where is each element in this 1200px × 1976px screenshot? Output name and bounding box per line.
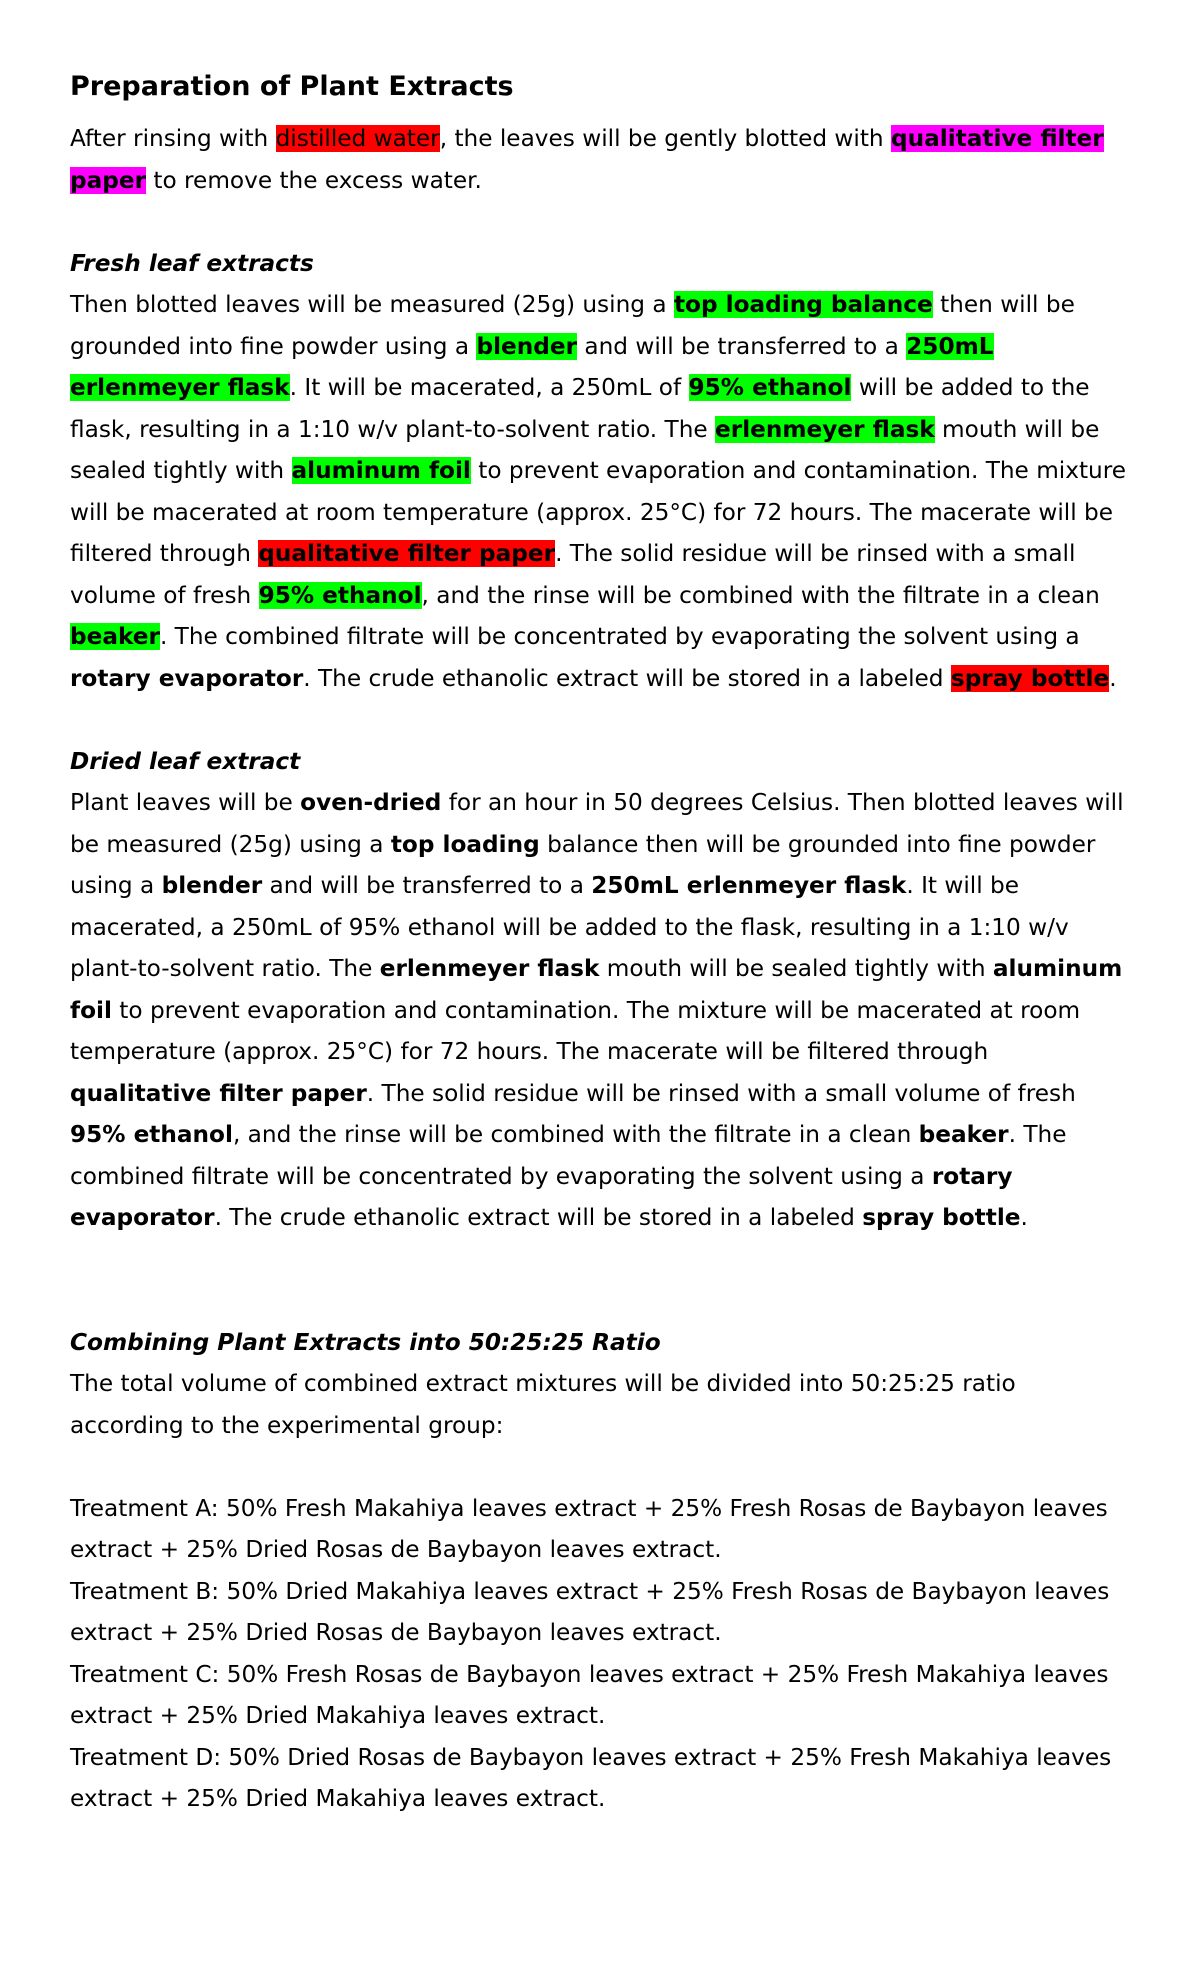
treatment-c: Treatment C: 50% Fresh Rosas de Baybayon leaves extract + 25% Fresh Makahiya leaves extract + 25% Dried Makahiya leaves extract. [70, 1660, 1109, 1729]
spacer [70, 699, 1130, 741]
spacer [70, 201, 1130, 243]
page-title: Preparation of Plant Extracts [70, 71, 514, 102]
bold-rotary-evaporator: rotary evaporator [70, 664, 304, 692]
dried-text: . The combined filtrate will be concentrated by evaporating the solvent using a [70, 1121, 1067, 1190]
dried-text: Plant leaves will be [70, 789, 301, 816]
intro-text: , the leaves will be gently blotted with [439, 125, 891, 152]
bold-blender: blender [161, 872, 263, 899]
highlight-95-ethanol: 95% ethanol [688, 374, 852, 401]
bold-spray-bottle: spray bottle [862, 1204, 1021, 1231]
highlight-top-loading-balance: top loading balance [673, 291, 933, 318]
bold-rotary-evaporator: rotary evaporator [70, 1162, 1013, 1231]
fresh-text: Then blotted leaves will be measured (25g) using a [70, 291, 674, 318]
dried-text: . The crude ethanolic extract will be stored in a labeled [214, 1204, 863, 1231]
bold-aluminum-foil: aluminum foil [70, 955, 1123, 1024]
combining-intro: The total volume of combined extract mixtures will be divided into 50:25:25 ratio according to the experimental group: [70, 1370, 1016, 1439]
fresh-text: will be added to the flask, resulting in a 1:10 w/v plant-to-solvent ratio. The [70, 374, 1090, 443]
highlight-erlenmeyer-flask: erlenmeyer flask [715, 415, 935, 443]
highlight-aluminum-foil: aluminum foil [291, 457, 471, 484]
fresh-text: . The crude ethanolic extract will be stored in a labeled [303, 664, 951, 692]
fresh-heading: Fresh leaf extracts [70, 249, 314, 277]
dried-text: and will be transferred to a [262, 872, 592, 899]
fresh-text: mouth will be sealed tightly with [70, 415, 1100, 484]
dried-paragraph [70, 782, 1130, 1239]
dried-text: . [1020, 1204, 1028, 1231]
dried-heading: Dried leaf extract [70, 747, 301, 775]
bold-250ml-erlenmeyer-flask: 250mL erlenmeyer flask [591, 872, 907, 899]
bold-qualitative-filter-paper: qualitative filter paper [70, 1079, 367, 1107]
dried-text: for an hour in 50 degrees Celsius. Then blotted leaves will be measured (25g) using a [70, 789, 1124, 858]
dried-text: , and the rinse will be combined with the filtrate in a clean [232, 1121, 919, 1148]
fresh-text: . [1109, 664, 1117, 692]
intro-text: After rinsing with [70, 125, 276, 152]
highlight-qualitative-filter-paper: qualitative filter paper [70, 125, 1104, 194]
fresh-text: . The solid residue will be rinsed with a small volume of fresh [70, 540, 1076, 609]
highlight-95-ethanol: 95% ethanol [258, 581, 422, 609]
intro-paragraph [70, 118, 1130, 201]
fresh-text: to prevent evaporation and contamination. The mixture will be macerated at room temperature (approx. 25°C) for 72 hours. The macerate will be filtered through [70, 457, 1127, 567]
highlight-qualitative-filter-paper: qualitative filter paper [258, 540, 556, 567]
bold-top-loading: top loading [390, 830, 540, 858]
highlight-distilled-water: distilled water [275, 125, 440, 152]
bold-erlenmeyer-flask: erlenmeyer flask [379, 955, 600, 982]
bold-beaker: beaker [918, 1121, 1009, 1148]
bold-95-ethanol: 95% ethanol [70, 1121, 233, 1148]
dried-text: to prevent evaporation and contamination. The mixture will be macerated at room temperature (approx. 25°C) for 72 hours. The macerate will be filtered through [70, 996, 1081, 1065]
dried-text: . It will be macerated, a 250mL of 95% ethanol will be added to the flask, resulting in a 1:10 w/v plant-to-solvent ratio. The [70, 872, 1069, 982]
bold-oven-dried: oven-dried [300, 789, 442, 816]
fresh-text: . It will be macerated, a 250mL of [289, 374, 689, 401]
dried-text: mouth will be sealed tightly with [599, 955, 993, 982]
fresh-text: and will be transferred to a [577, 332, 907, 360]
fresh-text: then will be grounded into fine powder using a [70, 291, 1075, 360]
fresh-text: , and the rinse will be combined with the filtrate in a clean [421, 581, 1100, 609]
spacer [70, 1446, 1130, 1488]
dried-text: balance then will be grounded into fine powder using a [70, 830, 1096, 899]
fresh-text: . The combined filtrate will be concentrated by evaporating the solvent using a [159, 623, 1080, 650]
highlight-blender: blender [476, 332, 578, 360]
highlight-250ml-erlenmeyer-flask: 250mL erlenmeyer flask [70, 332, 994, 401]
intro-text: to remove the excess water. [146, 166, 482, 194]
treatment-b: Treatment B: 50% Dried Makahiya leaves extract + 25% Fresh Rosas de Baybayon leaves extract + 25% Dried Rosas de Baybayon leaves extract. [70, 1577, 1110, 1646]
treatment-a: Treatment A: 50% Fresh Makahiya leaves extract + 25% Fresh Rosas de Baybayon leaves extract + 25% Dried Rosas de Baybayon leaves extract. [70, 1494, 1108, 1563]
treatment-d: Treatment D: 50% Dried Rosas de Baybayon leaves extract + 25% Fresh Makahiya leaves extract + 25% Dried Makahiya leaves extract. [70, 1743, 1112, 1812]
dried-text: . The solid residue will be rinsed with a small volume of fresh [366, 1079, 1076, 1107]
combining-heading: Combining Plant Extracts into 50:25:25 Ratio [70, 1328, 661, 1356]
spacer [70, 1239, 1130, 1322]
highlight-spray-bottle: spray bottle [950, 664, 1110, 692]
fresh-paragraph [70, 284, 1130, 699]
highlight-beaker: beaker [70, 623, 160, 650]
